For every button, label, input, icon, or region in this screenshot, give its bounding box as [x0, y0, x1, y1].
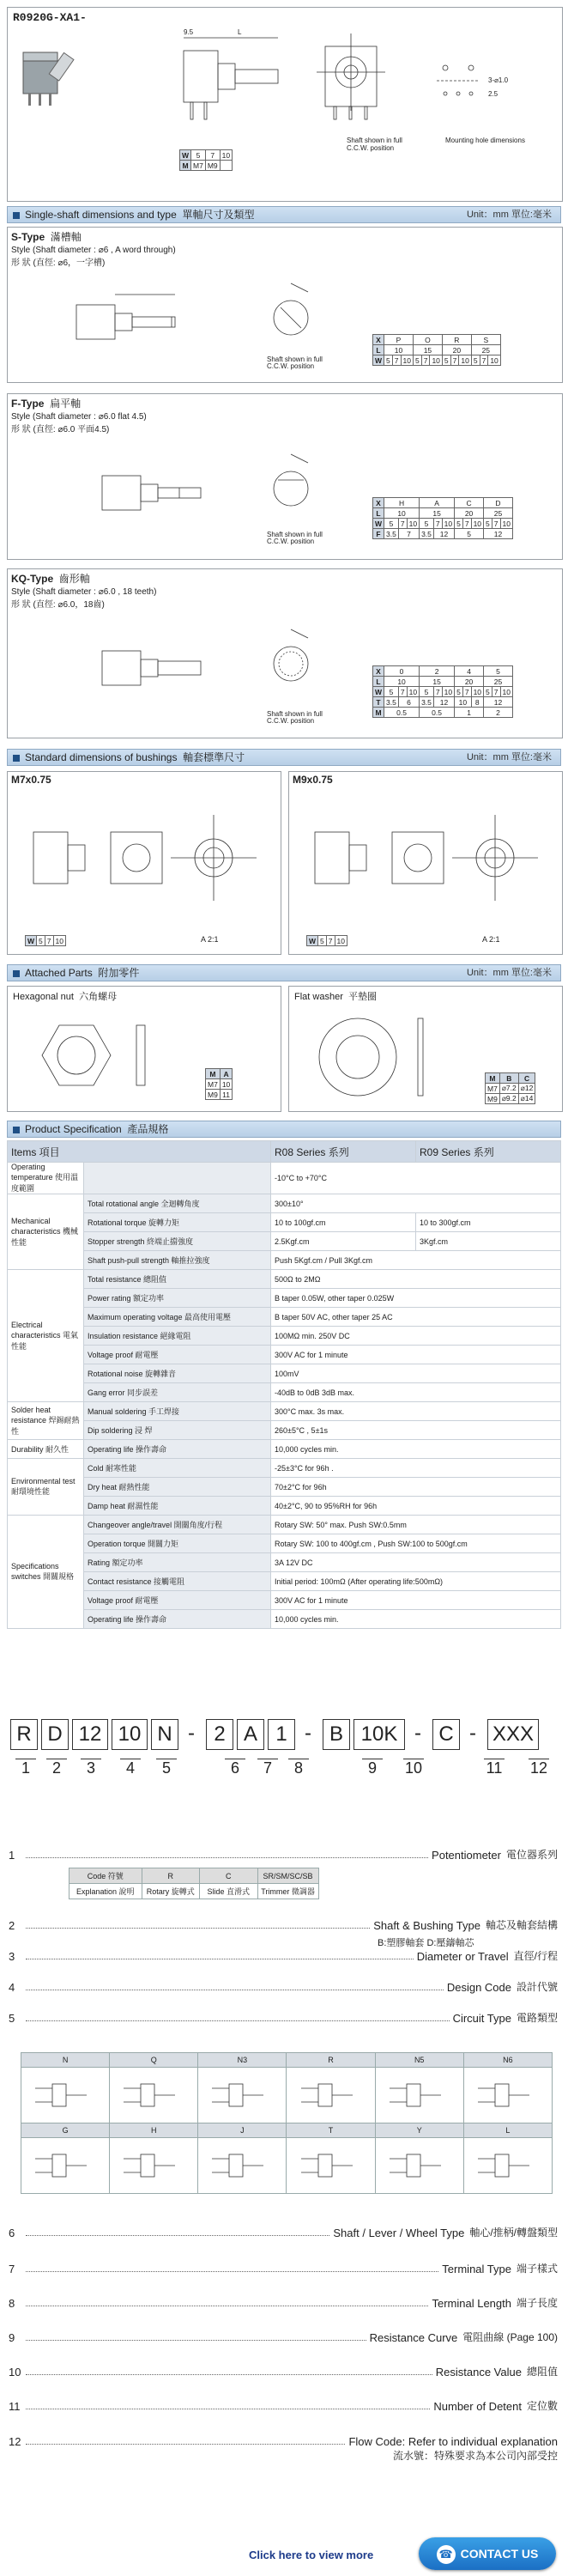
spec-value: Push 5Kgf.cm / Pull 3Kgf.cm — [271, 1251, 561, 1270]
spec-category: Durability 耐久性 — [8, 1440, 84, 1459]
code-cn: 總阻值 — [526, 2366, 558, 2378]
product-photo — [16, 33, 85, 119]
code-text: Potentiometer — [432, 1849, 501, 1862]
shaft-note: B:塑膠軸套 D:壓鑄軸芯 — [378, 1938, 474, 1948]
code-num: 1 — [9, 1849, 15, 1862]
spec-value: 300±10° — [271, 1194, 561, 1213]
code-cn: 端子長度 — [516, 2297, 558, 2309]
pn-digit: 11 — [484, 1759, 505, 1777]
spec-row — [8, 1402, 561, 1421]
code-list-item — [9, 1917, 558, 1932]
circuit-code: L — [463, 2123, 552, 2138]
spec-item: Rating 額定功率 — [84, 1553, 271, 1572]
spec-value: 300V AC for 1 minute — [271, 1591, 561, 1610]
spec-item: Dip soldering 浸 焊 — [84, 1421, 271, 1440]
spec-item: Voltage proof 耐電壓 — [84, 1591, 271, 1610]
spec-value-r09: 3Kgf.cm — [416, 1232, 561, 1251]
s-type-side-drawing — [59, 279, 231, 365]
spec-item — [84, 1163, 271, 1194]
spec-head-r09: R09 Series 系列 — [416, 1141, 561, 1163]
spec-row — [8, 1327, 561, 1346]
spec-row — [8, 1232, 561, 1251]
pn-box: 10 — [112, 1719, 148, 1750]
code-list-item — [9, 2009, 558, 2025]
s-type-front-drawing — [257, 275, 325, 361]
code-cn: 電阻曲線 (Page 100) — [462, 2331, 558, 2343]
code-num: 2 — [9, 1919, 15, 1932]
code-text: Shaft & Bushing Type — [373, 1919, 480, 1932]
dot-leader — [26, 1928, 370, 1929]
code-num: 11 — [9, 2400, 21, 2413]
dot-leader — [26, 2374, 432, 2375]
flat-washer-panel: Flat washer 平墊圈 M B C M7 ⌀7.2 ⌀12 M9 ⌀9.2 ⌀14 — [288, 986, 563, 1112]
spec-category: Environmental test 耐環境性能 — [8, 1459, 84, 1516]
code-text: Flow Code: Refer to individual explanation — [348, 2435, 558, 2448]
pn-digit: 5 — [156, 1759, 177, 1777]
circuit-diagram — [198, 2068, 287, 2123]
spec-category: Electrical characteristics 電氣性能 — [8, 1270, 84, 1402]
code-list-item — [9, 2363, 558, 2379]
spec-item: Total rotational angle 全迴轉角度 — [84, 1194, 271, 1213]
spec-item: Contact resistance 接觸電阻 — [84, 1572, 271, 1591]
code-num: 4 — [9, 1981, 15, 1994]
dot-leader — [26, 2235, 329, 2236]
bushing-m9-panel: M9x0.75 W 5 7 10 A 2:1 — [288, 771, 563, 955]
code-list-item — [9, 2397, 558, 2413]
dot-leader — [26, 2444, 345, 2445]
code-num: 8 — [9, 2297, 15, 2310]
spec-row — [8, 1213, 561, 1232]
section-bar-single-shaft: Single-shaft dimensions and type 單軸尺寸及類型 Unit：mm 單位:毫米 — [7, 206, 561, 223]
code-text: Terminal Length — [432, 2297, 511, 2310]
circuit-diagram — [110, 2138, 198, 2194]
code-num: 10 — [9, 2366, 21, 2379]
code-text: Resistance Curve — [369, 2331, 458, 2344]
bushing-m7-panel: M7x0.75 W 5 7 10 A 2:1 — [7, 771, 281, 955]
spec-value: 2.5Kgf.cm — [271, 1232, 416, 1251]
circuit-diagram — [463, 2068, 552, 2123]
spec-row — [8, 1383, 561, 1402]
phone-icon: ☎ — [437, 2545, 456, 2564]
spec-row — [8, 1308, 561, 1327]
spec-row — [8, 1534, 561, 1553]
spec-value: B taper 0.05W, other taper 0.025W — [271, 1289, 561, 1308]
s-type-panel: S-Type 滿槽軸 Style (Shaft diameter : ⌀6 , A word through) 形 狀 (直徑: ⌀6，一字槽) Shaft shown in full C.C.W. position X P O R S L 10 15 20 25 W 5 7 10 5 7 10 5 7 10 5 7 10 — [7, 227, 563, 383]
circuit-code: H — [110, 2123, 198, 2138]
spec-item: Operation torque 開關力矩 — [84, 1534, 271, 1553]
code-cn: 電路類型 — [516, 2012, 558, 2024]
pn-digit: 7 — [257, 1759, 278, 1777]
pn-box: 12 — [72, 1719, 108, 1750]
code-text: Circuit Type — [452, 2012, 511, 2025]
f-type-front-drawing — [257, 446, 325, 532]
contact-us-label: CONTACT US — [460, 2547, 539, 2561]
spec-value-r09: 10 to 300gf.cm — [416, 1213, 561, 1232]
spec-row — [8, 1251, 561, 1270]
circuit-diagram — [375, 2138, 463, 2194]
code-type-table: Code 符號 R C SR/SM/SC/SB Explanation 說明 Rotary 旋轉式 Slide 直滑式 Trimmer 微調器 — [69, 1868, 319, 1899]
circuit-code: T — [287, 2123, 375, 2138]
dot-leader — [26, 1857, 428, 1858]
spec-item: Dry heat 耐熱性能 — [84, 1478, 271, 1497]
code-text: Resistance Value — [435, 2366, 522, 2379]
spec-row — [8, 1610, 561, 1629]
spec-value: Initial period: 100mΩ (After operating life:500mΩ) — [271, 1572, 561, 1591]
f-type-side-drawing — [85, 450, 257, 536]
spec-item: Maximum operating voltage 最高使用電壓 — [84, 1308, 271, 1327]
spec-item: Manual soldering 手工焊接 — [84, 1402, 271, 1421]
code-list-item — [9, 1947, 558, 1963]
hex-nut-panel: Hexagonal nut 六角螺母 M A M7 10 M9 11 — [7, 986, 281, 1112]
circuit-diagram — [287, 2068, 375, 2123]
spec-value: 10 to 100gf.cm — [271, 1213, 416, 1232]
pn-box: - — [188, 1722, 195, 1745]
code-list-item — [9, 2294, 558, 2310]
spec-category: Operating temperature 使用溫度範圍 — [8, 1163, 84, 1194]
spec-row — [8, 1289, 561, 1308]
code-text: Number of Detent — [433, 2400, 522, 2413]
circuit-diagram — [110, 2068, 198, 2123]
dot-leader — [26, 2020, 450, 2021]
spec-item: Changeover angle/travel 開關角度/行程 — [84, 1516, 271, 1534]
circuit-code: Y — [375, 2123, 463, 2138]
spec-value: 40±2°C, 90 to 95%RH for 96h — [271, 1497, 561, 1516]
pn-box: 2 — [206, 1719, 233, 1750]
section-bar-bushings: Standard dimensions of bushings 軸套標準尺寸 Unit：mm 單位:毫米 — [7, 749, 561, 766]
code-cn: 設計代號 — [516, 1981, 558, 1993]
code-cn: 流水號：特殊要求為本公司內部受控 — [392, 2450, 558, 2462]
code-num: 7 — [9, 2263, 15, 2275]
spec-row — [8, 1346, 561, 1364]
side-view-drawing — [166, 25, 287, 145]
pn-box: N — [151, 1719, 178, 1750]
pn-box: C — [432, 1719, 460, 1750]
spec-value: Rotary SW: 100 to 400gf.cm , Push SW:100 to 500gf.cm — [271, 1534, 561, 1553]
dim-hole-2: 2.5 — [488, 90, 499, 98]
code-num: 9 — [9, 2331, 15, 2344]
circuit-code: J — [198, 2123, 287, 2138]
pn-box: 10K — [353, 1719, 405, 1750]
code-num: 3 — [9, 1950, 15, 1963]
hex-nut-table: M A M7 10 M9 11 — [205, 1068, 233, 1100]
circuit-diagram — [375, 2068, 463, 2123]
spec-table — [7, 1140, 561, 1629]
spec-value: 100mV — [271, 1364, 561, 1383]
spec-item: Cold 耐寒性能 — [84, 1459, 271, 1478]
code-num: 6 — [9, 2227, 15, 2239]
kq-type-side-drawing — [85, 625, 257, 711]
code-text: Design Code — [446, 1981, 511, 1994]
spec-value: 10,000 cycles min. — [271, 1610, 561, 1629]
pn-digit: 2 — [46, 1759, 67, 1777]
flat-washer-drawing — [306, 1005, 478, 1107]
f-type-table: X H A C D L 10 15 20 25 W 5 7 10 5 7 10 5 7 10 5 7 10 F 3.5 7 3.5 12 5 12 — [372, 497, 513, 539]
section-bar-attached: Attached Parts 附加零件 Unit：mm 單位:毫米 — [7, 964, 561, 981]
spec-head-items: Items 項目 — [8, 1141, 271, 1163]
pn-digit: 3 — [81, 1759, 101, 1777]
spec-row — [8, 1440, 561, 1459]
spec-value: 500Ω to 2MΩ — [271, 1270, 561, 1289]
spec-value: 100MΩ min. 250V DC — [271, 1327, 561, 1346]
pn-digit: 1 — [15, 1759, 36, 1777]
bushing-size-table: W 5 7 10 M M7 M9 — [179, 149, 233, 171]
dim-l: L — [238, 28, 242, 36]
pn-box: D — [41, 1719, 69, 1750]
pn-box: R — [10, 1719, 38, 1750]
dot-leader — [26, 2271, 438, 2272]
circuit-code: N3 — [198, 2053, 287, 2068]
circuit-diagram — [198, 2138, 287, 2194]
circuit-diagram — [463, 2138, 552, 2194]
bushing-m7-drawing — [16, 798, 274, 944]
circuit-diagram — [21, 2068, 110, 2123]
section-bar-spec: Product Specification 產品規格 — [7, 1121, 561, 1138]
part-number-digits — [10, 1759, 559, 1779]
part-number-boxes — [10, 1719, 559, 1753]
spec-row — [8, 1591, 561, 1610]
spec-item: Operating life 操作壽命 — [84, 1610, 271, 1629]
spec-item: Gang error 同步誤差 — [84, 1383, 271, 1402]
spec-row — [8, 1516, 561, 1534]
pn-digit: 12 — [529, 1759, 548, 1777]
spec-row — [8, 1459, 561, 1478]
spec-row — [8, 1478, 561, 1497]
spec-value: B taper 50V AC, other taper 25 AC — [271, 1308, 561, 1327]
spec-row — [8, 1270, 561, 1289]
kq-type-panel: KQ-Type 齒形軸 Style (Shaft diameter : ⌀6.0 , 18 teeth) 形 狀 (直徑: ⌀6.0，18齒) Shaft shown in full C.C.W. position X 0 2 4 5 L 10 15 20 25 W 5 7 10 5 7 10 5 7 10 5 7 10 T 3.5 6 3.5 12 10 8 12 M 0.5 0.5 1 2 — [7, 568, 563, 738]
front-view-drawing — [308, 25, 411, 137]
code-list-item — [9, 1978, 558, 1994]
note-mount: Mounting hole dimensions — [445, 137, 525, 144]
spec-item: Voltage proof 耐電壓 — [84, 1346, 271, 1364]
kq-type-table: X 0 2 4 5 L 10 15 20 25 W 5 7 10 5 7 10 5 7 10 5 7 10 T 3.5 6 3.5 12 10 8 12 M 0.5 0.5 1 2 — [372, 665, 513, 718]
spec-item: Shaft push-pull strength 軸推拉強度 — [84, 1251, 271, 1270]
spec-item: Rotational noise 旋轉雜音 — [84, 1364, 271, 1383]
circuit-code: N5 — [375, 2053, 463, 2068]
spec-item: Rotational torque 旋轉力矩 — [84, 1213, 271, 1232]
code-list-item — [9, 2224, 558, 2239]
circuit-diagram — [21, 2138, 110, 2194]
spec-value: -10°C to +70°C — [271, 1163, 561, 1194]
code-text: Diameter or Travel — [416, 1950, 509, 1963]
bushing-m7-table: W 5 7 10 — [25, 935, 66, 946]
circuit-code: N6 — [463, 2053, 552, 2068]
code-cn: 軸芯及軸套結構 — [485, 1919, 558, 1931]
spec-row — [8, 1364, 561, 1383]
pn-box: 1 — [268, 1719, 295, 1750]
s-type-table: X P O R S L 10 15 20 25 W 5 7 10 5 7 10 5 7 10 5 7 10 — [372, 334, 501, 366]
spec-item: Stopper strength 終端止擋強度 — [84, 1232, 271, 1251]
view-more-link[interactable]: Click here to view more — [249, 2549, 374, 2561]
hex-nut-drawing — [25, 1008, 196, 1107]
spec-value: 260±5°C , 5±1s — [271, 1421, 561, 1440]
spec-head-r08: R08 Series 系列 — [271, 1141, 416, 1163]
pn-box: - — [469, 1722, 476, 1745]
spec-value: 70±2°C for 96h — [271, 1478, 561, 1497]
pn-digit: 4 — [120, 1759, 141, 1777]
bushing-m9-drawing — [298, 798, 555, 944]
pn-box: B — [323, 1719, 350, 1750]
circuit-code: G — [21, 2123, 110, 2138]
spec-category: Mechanical characteristics 機械性能 — [8, 1194, 84, 1270]
spec-item: Insulation resistance 絕緣電阻 — [84, 1327, 271, 1346]
code-num: 5 — [9, 2012, 15, 2025]
spec-value: 300V AC for 1 minute — [271, 1346, 561, 1364]
note-ccw: Shaft shown in full C.C.W. position — [347, 137, 402, 152]
f-type-panel: F-Type 扁平軸 Style (Shaft diameter : ⌀6.0 flat 4.5) 形 狀 (直徑: ⌀6.0 平面4.5) Shaft shown in full C.C.W. position X H A C D L 10 15 20 25 W 5 7 10 5 7 10 5 7 10 5 7 10 F 3.5 7 3.5 12 5 12 — [7, 393, 563, 560]
spec-value: 3A 12V DC — [271, 1553, 561, 1572]
header-panel — [7, 7, 563, 202]
contact-us-button[interactable] — [419, 2537, 556, 2570]
pn-digit: 10 — [404, 1759, 423, 1777]
spec-value: -25±3°C for 96h . — [271, 1459, 561, 1478]
spec-item: Total resistance 總阻值 — [84, 1270, 271, 1289]
code-list-item — [9, 2435, 558, 2464]
spec-row — [8, 1421, 561, 1440]
dim-hole-1: 3-⌀1.0 — [488, 76, 509, 84]
spec-row — [8, 1497, 561, 1516]
pn-digit: 9 — [362, 1759, 383, 1777]
spec-value: 10,000 cycles min. — [271, 1440, 561, 1459]
pn-box: - — [414, 1722, 421, 1745]
pn-box: A — [237, 1719, 264, 1750]
kq-type-front-drawing — [257, 621, 325, 707]
flat-washer-table: M B C M7 ⌀7.2 ⌀12 M9 ⌀9.2 ⌀14 — [485, 1072, 535, 1104]
code-text: Terminal Type — [442, 2263, 511, 2275]
spec-item: Power rating 額定功率 — [84, 1289, 271, 1308]
circuit-code: R — [287, 2053, 375, 2068]
mounting-hole-drawing — [420, 42, 548, 119]
circuit-code: N — [21, 2053, 110, 2068]
spec-row — [8, 1194, 561, 1213]
spec-item: Operating life 操作壽命 — [84, 1440, 271, 1459]
code-cn: 定位數 — [526, 2400, 558, 2412]
pn-box: XXX — [487, 1719, 539, 1750]
bushing-m9-table: W 5 7 10 — [306, 935, 347, 946]
code-num: 12 — [9, 2435, 21, 2448]
pn-box: - — [305, 1722, 311, 1745]
spec-value: 300°C max. 3s max. — [271, 1402, 561, 1421]
model-title: R0920G-XA1- — [13, 11, 87, 24]
spec-category: Specifications switches 開關規格 — [8, 1516, 84, 1629]
code-list-item — [9, 2260, 558, 2275]
code-text: Shaft / Lever / Wheel Type — [333, 2227, 465, 2239]
circuit-code: Q — [110, 2053, 198, 2068]
spec-category: Solder heat resistance 焊錫耐熱性 — [8, 1402, 84, 1440]
code-list-item — [9, 2329, 558, 2344]
pn-digit: 6 — [225, 1759, 245, 1777]
circuit-table — [21, 2052, 553, 2194]
spec-value: -40dB to 0dB 3dB max. — [271, 1383, 561, 1402]
code-cn: 直徑/行程 — [513, 1950, 558, 1962]
circuit-diagram — [287, 2138, 375, 2194]
spec-row — [8, 1572, 561, 1591]
spec-row — [8, 1553, 561, 1572]
code-cn: 軸心/推柄/轉盤類型 — [469, 2227, 558, 2239]
pn-digit: 8 — [288, 1759, 309, 1777]
spec-row — [8, 1163, 561, 1194]
spec-item: Damp heat 耐濕性能 — [84, 1497, 271, 1516]
code-cn: 電位器系列 — [505, 1849, 558, 1861]
dim-9-5: 9.5 — [184, 28, 194, 36]
spec-value: Rotary SW: 50° max. Push SW:0.5mm — [271, 1516, 561, 1534]
code-cn: 端子樣式 — [516, 2263, 558, 2275]
code-list-item — [9, 1846, 558, 1862]
dot-leader — [26, 2340, 366, 2341]
